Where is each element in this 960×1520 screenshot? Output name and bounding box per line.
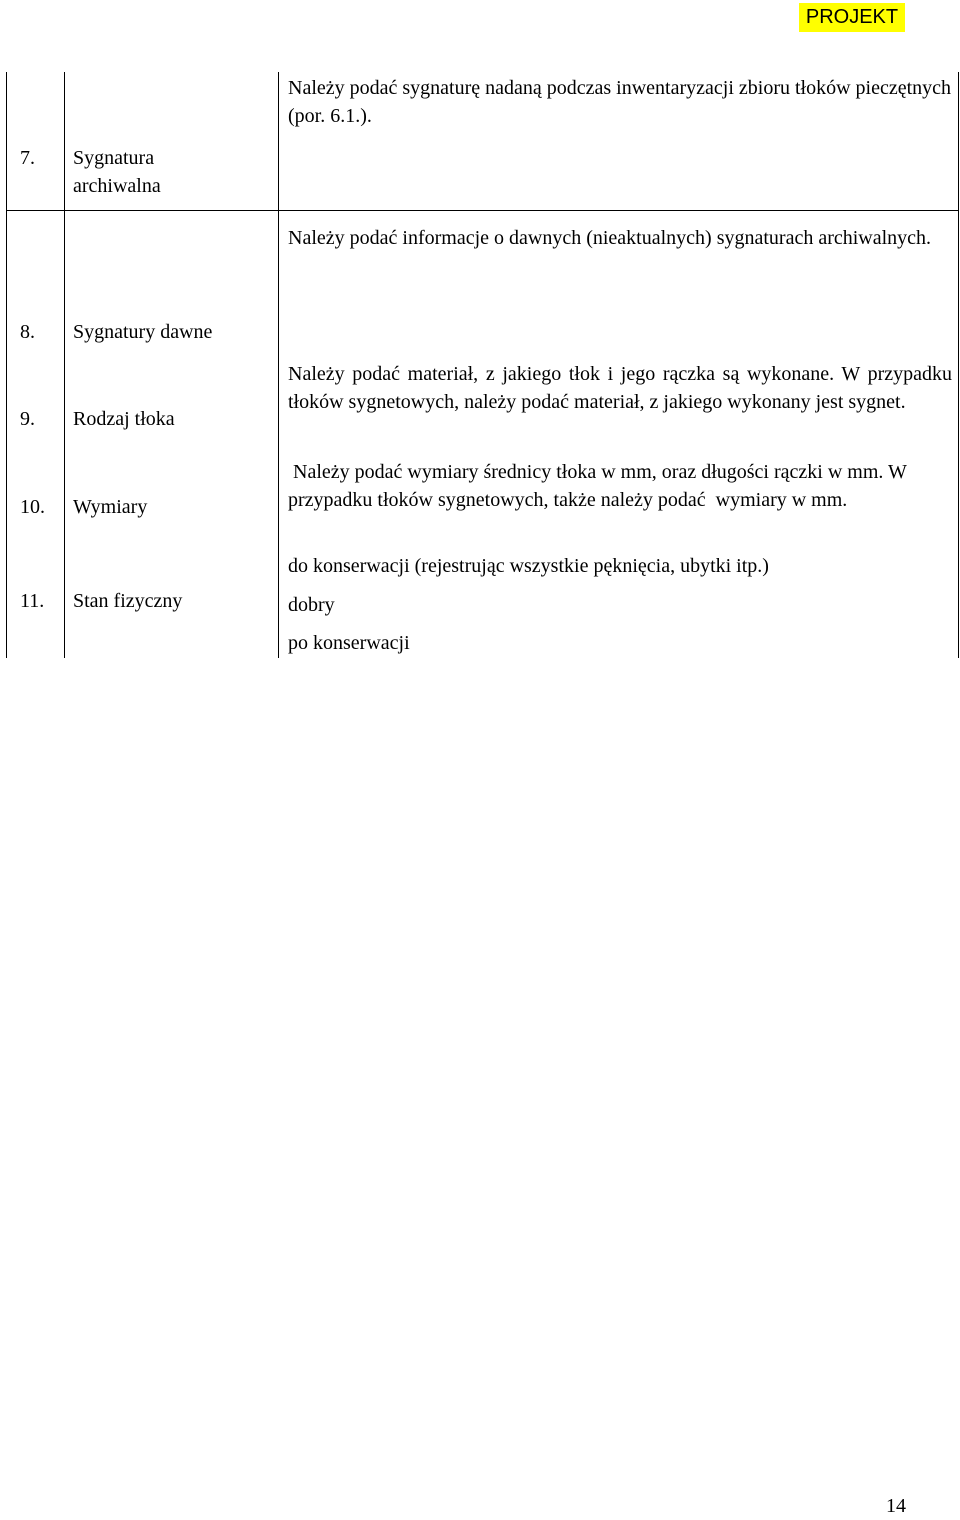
condition-option: po konserwacji [288,632,410,654]
row-description: Należy podać wymiary średnicy tłoka w mm, oraz długości rączki w mm. W przypadku tłoków sygnetowych, także należy podać wymiary w mm. [288,461,912,511]
row-number: 9. [20,408,35,430]
row-label: Sygnatury dawne [73,321,213,343]
row-label: Sygnatura archiwalna [73,147,161,197]
row-description: Należy podać sygnaturę nadaną podczas inwentaryzacji zbioru tłoków pieczętnych (por. 6.1.). [288,77,952,127]
table-border-left [6,72,7,658]
condition-option: do konserwacji (rejestrując wszystkie pęknięcia, ubytki itp.) [288,555,769,577]
project-badge: PROJEKT [799,3,905,32]
row-label: Stan fizyczny [73,590,183,612]
row-number: 7. [20,147,35,169]
row-number: 8. [20,321,35,343]
row-separator [6,210,959,211]
condition-option: dobry [288,594,335,616]
row-label: Wymiary [73,496,148,518]
row-description: Należy podać materiał, z jakiego tłok i jego rączka są wykonane. W przypadku tłoków sygnetowych, należy podać materiał, z jakiego wykonany jest sygnet. [288,363,952,413]
page-number: 14 [886,1495,906,1517]
table-divider-number-label [64,72,65,658]
row-number: 11. [20,590,45,612]
row-number: 10. [20,496,45,518]
table-border-right [958,72,959,658]
row-description: Należy podać informacje o dawnych (nieaktualnych) sygnaturach archiwalnych. [288,227,932,249]
table-divider-label-description [278,72,279,658]
row-label: Rodzaj tłoka [73,408,175,430]
